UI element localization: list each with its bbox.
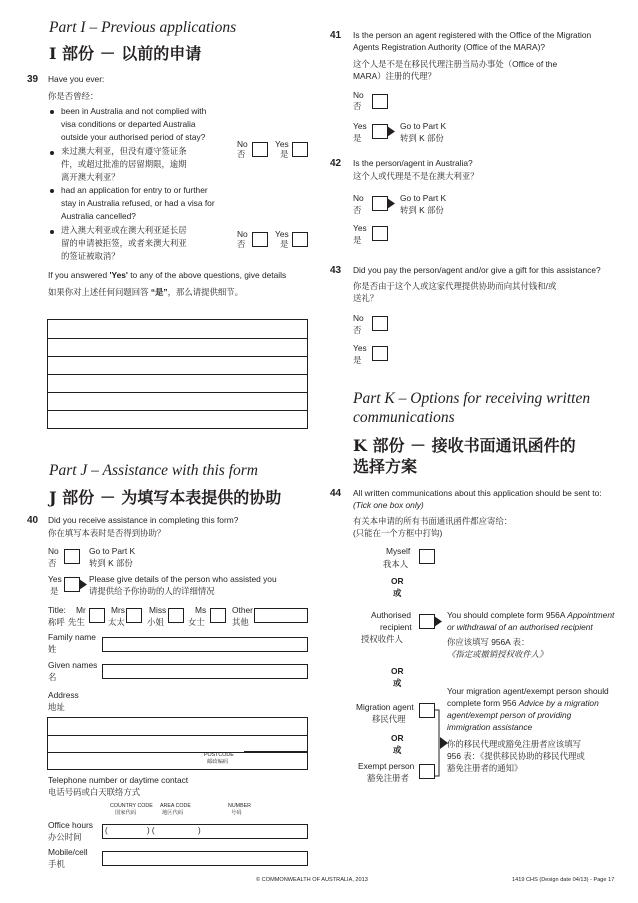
address-input[interactable] (47, 717, 308, 770)
bullet-text: outside your authorised period of stay? (61, 132, 206, 142)
bullet-text-zh: 离开澳大利亚？ (61, 172, 120, 182)
auth-note-zh: 你应该填写 956A 表： (447, 637, 530, 647)
migration-note: Your migration agent/exempt person should (447, 686, 609, 696)
exempt-person-checkbox[interactable] (419, 764, 435, 779)
or-label-zh: 或 (393, 678, 402, 688)
question-number: 40 (27, 515, 39, 526)
yes-checkbox[interactable] (292, 232, 308, 247)
mr-label: Mr (76, 605, 86, 615)
bullet (50, 110, 54, 114)
country-code-label-zh: 国家代码 (115, 810, 137, 816)
yes-checkbox[interactable] (292, 142, 308, 157)
question-text: All written communications about this application should be sent to: (353, 488, 602, 498)
no-label: No (48, 546, 59, 556)
question-text-zh: 你在填写本表时是否得到协助？ (48, 528, 166, 538)
question-text-zh: 你是否曾经： (48, 91, 99, 101)
bullet-text-zh: 的签证被取消？ (61, 251, 120, 261)
mobile-label-zh: 手机 (48, 859, 65, 869)
ms-label-zh: 女士 (188, 617, 205, 627)
bullet-text: had an application for entry to or further (61, 185, 208, 195)
part-k-title: Part K – Options for receiving written (353, 390, 591, 407)
no-label-zh: 否 (48, 558, 57, 568)
postcode-label: POSTCODE (204, 752, 234, 758)
details-instruction-zh: 如果你对上述任何问题回答 “是”，那么请提供细节。 (48, 287, 243, 297)
migration-agent-label: Migration agent (356, 702, 414, 712)
yes-label: Yes (353, 343, 367, 353)
yes-label: Yes (353, 223, 367, 233)
question-text-zh: 这个人或代理是不是在澳大利亚？ (353, 171, 479, 181)
migration-note: immigration assistance (447, 722, 533, 732)
migration-note-zh: 你的移民代理或豁免注册者应该填写 (447, 739, 581, 749)
migration-note-zh: 豁免注册者的通知》 (447, 763, 523, 773)
or-label-zh: 或 (393, 745, 402, 755)
tick-instruction-zh: (只能在一个方框中打钩) (353, 528, 443, 538)
details-textarea[interactable] (47, 319, 308, 429)
family-name-label-zh: 姓 (48, 644, 57, 654)
question-number: 41 (330, 30, 342, 41)
bullet-text-zh: 件，或超过批准的居留期限，逾期 (61, 159, 187, 169)
bullet-text: been in Australia and not complied with (61, 106, 207, 116)
authorised-recipient-label: Authorised (371, 610, 412, 620)
yes-label-zh: 是 (353, 355, 362, 365)
part-k-title-zh: K 部份 － 接收书面通讯函件的 (353, 436, 576, 455)
question-text: Have you ever: (48, 74, 105, 84)
question-text-zh: 送礼？ (353, 293, 379, 303)
mrs-checkbox[interactable] (126, 608, 142, 623)
details-instruction: If you answered 'Yes' to any of the above questions, give details (48, 270, 287, 280)
question-text: Agents Registration Authority (Office of the MARA)? (353, 42, 546, 52)
question-text: Did you receive assistance in completing this form? (48, 515, 239, 525)
question-text-zh: 有关本申请的所有书面通讯函件都应寄给： (353, 516, 513, 526)
or-label: OR (391, 733, 404, 743)
no-checkbox[interactable] (252, 232, 268, 247)
area-code-label: AREA CODE (160, 803, 191, 809)
office-hours-label: Office hours (48, 820, 93, 830)
given-names-input[interactable] (102, 664, 308, 679)
mrs-label: Mrs (111, 605, 125, 615)
question-text-zh: 这个人是不是在移民代理注册当局办事处（Office of the (353, 59, 558, 69)
phone-label: Telephone number or daytime contact (48, 775, 189, 785)
exempt-person-label-zh: 豁免注册者 (367, 773, 409, 783)
goto-label: Go to Part K (89, 546, 136, 556)
no-checkbox[interactable] (64, 549, 80, 564)
phone-label-zh: 电话号码或白天联络方式 (48, 787, 141, 797)
mrs-label-zh: 太太 (108, 617, 125, 627)
details-prompt: Please give details of the person who assisted you (89, 574, 277, 584)
postcode-divider (244, 751, 308, 752)
no-label-zh: 否 (353, 205, 362, 215)
no-label-zh: 否 (353, 325, 362, 335)
arrow-right-icon (430, 614, 446, 629)
no-label-zh: 否 (237, 149, 246, 159)
question-text: Did you pay the person/agent and/or give a gift for this assistance? (353, 265, 601, 275)
arrow-right-icon (383, 124, 399, 139)
migration-note: agent/exempt person of providing (447, 710, 572, 720)
yes-label-zh: 是 (280, 149, 289, 159)
mobile-input[interactable] (102, 851, 308, 866)
goto-label-zh: 转到 K 部份 (400, 205, 444, 215)
family-name-input[interactable] (102, 637, 308, 652)
exempt-person-label: Exempt person (358, 761, 415, 771)
page-footer: 1419 CHS (Design date 04/13) - Page 17 (512, 877, 615, 883)
bullet-text-zh: 进入澳大利亚或在澳大利亚延长居 (61, 225, 187, 235)
myself-checkbox[interactable] (419, 549, 435, 564)
myself-label: Myself (386, 546, 411, 556)
bullet-text-zh: 留的申请被拒签，或者来澳大利亚 (61, 238, 187, 248)
miss-label-zh: 小姐 (147, 617, 164, 627)
arrow-right-icon (383, 196, 399, 211)
authorised-recipient-label-zh: 授权收件人 (361, 634, 403, 644)
part-j-title: Part J – Assistance with this form (49, 462, 258, 479)
ms-label: Ms (195, 605, 207, 615)
or-label-zh: 或 (393, 588, 402, 598)
copyright: © COMMONWEALTH OF AUSTRALIA, 2013 (256, 877, 368, 883)
migration-agent-checkbox[interactable] (419, 703, 435, 718)
or-label: OR (391, 576, 404, 586)
address-label-zh: 地址 (48, 702, 65, 712)
auth-note: You should complete form 956A Appointment (447, 610, 615, 620)
other-label-zh: 其他 (232, 617, 249, 627)
yes-label: Yes (275, 139, 289, 149)
question-number: 44 (330, 488, 342, 499)
question-number: 43 (330, 265, 342, 276)
given-names-label-zh: 名 (48, 672, 57, 682)
other-label: Other (232, 605, 253, 615)
goto-label: Go to Part K (400, 193, 447, 203)
bullet-text: stay in Australia refused, or had a visa for (61, 198, 215, 208)
no-label: No (353, 193, 364, 203)
bullet (50, 151, 54, 155)
myself-label-zh: 我本人 (383, 559, 409, 569)
address-label: Address (48, 690, 79, 700)
title-label-zh: 称呼 (48, 617, 65, 627)
part-i-title-zh: I 部份 － 以前的申请 (49, 44, 202, 63)
postcode-label-zh: 邮政编码 (207, 759, 229, 765)
tick-instruction: (Tick one box only) (353, 500, 424, 510)
no-label: No (353, 313, 364, 323)
question-text: Is the person/agent in Australia? (353, 158, 473, 168)
auth-note: or withdrawal of an authorised recipient (447, 622, 593, 632)
yes-label-zh: 是 (353, 235, 362, 245)
part-i-title: Part I – Previous applications (49, 19, 237, 36)
yes-label: Yes (48, 574, 62, 584)
number-label-zh: 号码 (231, 810, 242, 816)
no-checkbox[interactable] (372, 94, 388, 109)
goto-label: Go to Part K (400, 121, 447, 131)
yes-checkbox[interactable] (372, 226, 388, 241)
goto-label-zh: 转到 K 部份 (400, 133, 444, 143)
goto-label-zh: 转到 K 部份 (89, 558, 133, 568)
bullet (50, 189, 54, 193)
auth-note-zh: 《指定或撤销授权收件人》 (447, 649, 548, 659)
bullet-text-zh: 来过澳大利亚，但没有遵守签证条 (61, 146, 187, 156)
miss-label: Miss (149, 605, 167, 615)
no-label: No (237, 229, 248, 239)
mr-checkbox[interactable] (89, 608, 105, 623)
ms-checkbox[interactable] (210, 608, 226, 623)
office-hours-phone-input[interactable]: ( ) ( ) (102, 824, 308, 839)
part-j-title-zh: J 部份 － 为填写本表提供的协助 (49, 488, 282, 507)
migration-note-zh: 956 表：《提供移民协助的移民代理或 (447, 751, 585, 761)
yes-label-zh: 是 (50, 586, 59, 596)
family-name-label: Family name (48, 632, 96, 642)
yes-label: Yes (275, 229, 289, 239)
no-checkbox[interactable] (252, 142, 268, 157)
bullet-text: Australia cancelled? (61, 211, 136, 221)
number-label: NUMBER (228, 803, 251, 809)
migration-agent-label-zh: 移民代理 (372, 714, 406, 724)
no-label: No (353, 90, 364, 100)
no-label-zh: 否 (353, 101, 362, 111)
bullet (50, 230, 54, 234)
yes-checkbox[interactable] (372, 346, 388, 361)
authorised-recipient-label: recipient (380, 622, 412, 632)
title-label: Title: (48, 605, 66, 615)
miss-checkbox[interactable] (168, 608, 184, 623)
migration-note: complete form 956 Advice by a migration (447, 698, 599, 708)
question-text-zh: MARA）注册的代理？ (353, 71, 436, 81)
mobile-label: Mobile/cell (48, 847, 88, 857)
details-prompt-zh: 请提供给予你协助的人的详细情况 (89, 586, 215, 596)
question-number: 42 (330, 158, 342, 169)
part-k-title-zh: 选择方案 (353, 457, 418, 476)
yes-label-zh: 是 (353, 133, 362, 143)
office-hours-label-zh: 办公时间 (48, 832, 82, 842)
yes-label-zh: 是 (280, 239, 289, 249)
country-code-label: COUNTRY CODE (110, 803, 153, 809)
question-text: Is the person an agent registered with the Office of the Migration (353, 30, 592, 40)
bullet-text: visa conditions or departed Australia (61, 119, 196, 129)
yes-label: Yes (353, 121, 367, 131)
no-label-zh: 否 (237, 239, 246, 249)
no-label: No (237, 139, 248, 149)
area-code-label-zh: 地区代码 (162, 810, 184, 816)
question-text-zh: 你是否由于这个人或这家代理提供协助而向其付钱和/或 (353, 281, 557, 291)
question-number: 39 (27, 74, 39, 85)
mr-label-zh: 先生 (68, 617, 85, 627)
no-checkbox[interactable] (372, 316, 388, 331)
given-names-label: Given names (48, 660, 98, 670)
or-label: OR (391, 666, 404, 676)
other-title-input[interactable] (254, 608, 308, 623)
part-k-title: communications (353, 409, 455, 426)
